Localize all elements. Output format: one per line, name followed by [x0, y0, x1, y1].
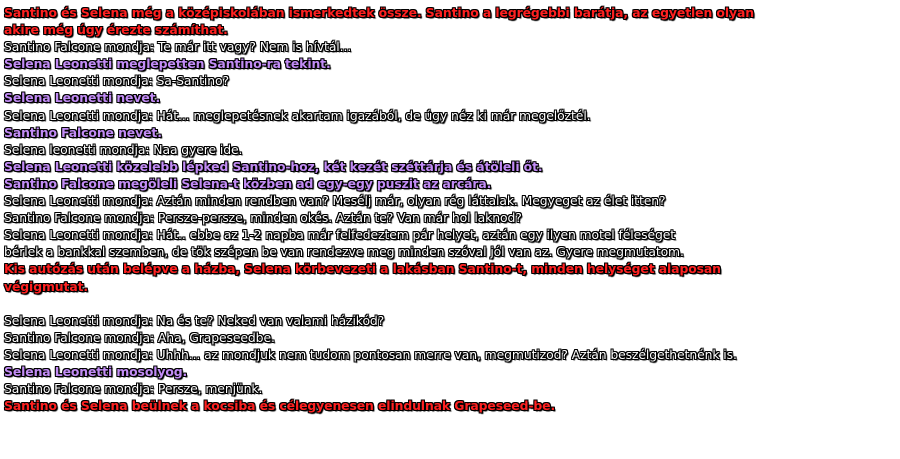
chat-line-me: Selena Leonetti meglepetten Santino-ra tekint.: [4, 56, 331, 72]
chat-line-say: Selena Leonetti mondja: Hát... meglepetésnek akartam igazából, de úgy néz ki már megelőztél.: [4, 107, 591, 123]
chat-line-do: Santino és Selena még a középiskolában ismerkedtek össze. Santino a legrégebbi barátja, az egyetlen olyan: [4, 5, 754, 20]
chat-line-blank: [4, 295, 898, 312]
chat-line-say: Santino Falcone mondja: Te már itt vagy? Nem is hívtál...: [4, 39, 352, 55]
chat-line-me: Santino Falcone megöleli Selena-t közben ad egy-egy puszit az arcára.: [4, 175, 492, 191]
chat-line-do: akire még úgy érezte számíthat.: [4, 22, 228, 38]
chat-line-me: Selena Leonetti közelebb lépked Santino-hoz, két kezét széttárja és átöleli őt.: [4, 158, 543, 174]
chat-line-say: Selena Leonetti mondja: Aztán minden rendben van? Mesélj már, olyan rég láttalak. Megyeget az élet itten?: [4, 193, 666, 209]
chat-line-do: végigmutat.: [4, 278, 89, 294]
chat-line-do: Kis autózás után belépve a házba, Selena körbevezeti a lakásban Santino-t, minden helységet alaposan: [4, 261, 721, 277]
chat-line-say: Selena leonetti mondja: Naa gyere ide.: [4, 141, 243, 157]
chat-line-say: Selena Leonetti mondja: Hát.. ebbe az 1-2 napba már felfedeztem pár helyet, aztán egy ilyen motel féleséget: [4, 227, 676, 243]
chat-line-say: bérlek a bankkal szemben, de tök szépen be van rendezve meg minden szóval jól van az. Gyere megmutatom.: [4, 244, 684, 260]
chat-log: [4, 4, 898, 414]
chat-line-say: Santino Falcone mondja: Aha, Grapeseedbe.: [4, 329, 275, 345]
chat-line-do: Santino és Selena beülnek a kocsiba és célegyenesen elindulnak Grapeseed-be.: [4, 398, 556, 414]
chat-line-me: Selena Leonetti nevet.: [4, 90, 161, 106]
chat-line-say: Selena Leonetti mondja: Uhhh... az mondjuk nem tudom pontosan merre van, megmutizod? Aztán beszélgethetnénk is.: [4, 346, 737, 362]
chat-line-me: Santino Falcone nevet.: [4, 124, 162, 140]
chat-line-say: Santino Falcone mondja: Persze, menjünk.: [4, 381, 263, 397]
chat-line-say: Selena Leonetti mondja: Sa-Santino?: [4, 73, 229, 89]
chat-line-say: Selena Leonetti mondja: Na és te? Neked van valami házikód?: [4, 312, 385, 328]
chat-line-say: Santino Falcone mondja: Persze-persze, minden okés. Aztán te? Van már hol laknod?: [4, 210, 522, 226]
chat-line-me: Selena Leonetti mosolyog.: [4, 363, 188, 379]
